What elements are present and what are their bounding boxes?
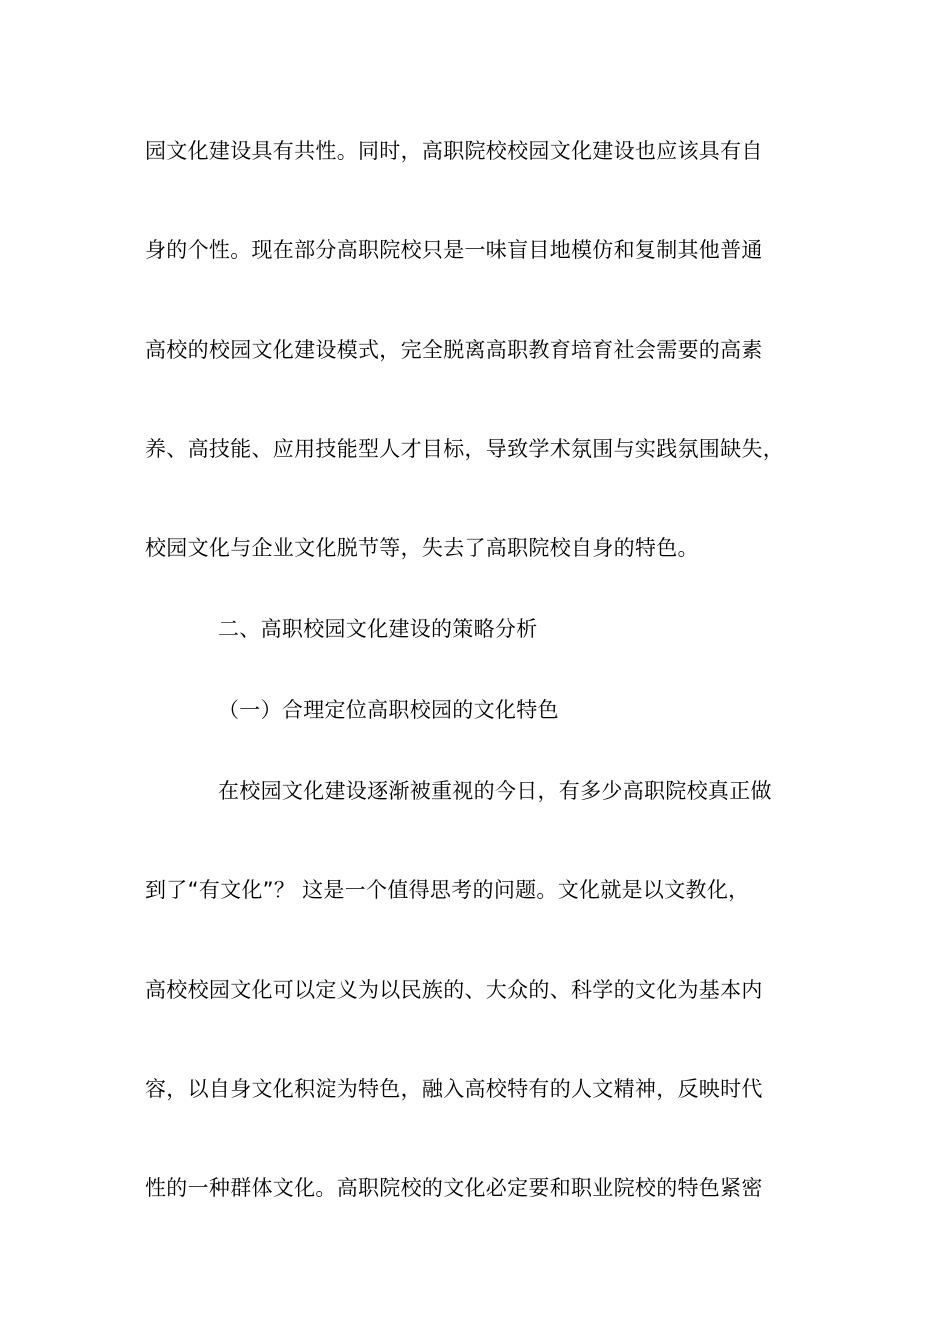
paragraph-line-5: 性的一种群体文化。高职院校的文化必定要和职业院校的特色紧密 — [145, 1176, 763, 1200]
paragraph-line-4: 容，以自身文化积淀为特色，融入高校特有的人文精神，反映时代 — [145, 1077, 763, 1101]
paragraph-line-3: 高校校园文化可以定义为以民族的、大众的、科学的文化为基本内 — [145, 978, 763, 1002]
body-text-line-1: 园文化建设具有共性。同时，高职院校校园文化建设也应该具有自 — [145, 139, 763, 163]
paragraph-line-2: 到了“有文化”？ 这是一个值得思考的问题。文化就是以文教化， — [145, 878, 750, 902]
body-text-line-2: 身的个性。现在部分高职院校只是一味盲目地模仿和复制其他普通 — [145, 238, 763, 262]
subsection-heading: （一）合理定位高职校园的文化特色 — [218, 698, 559, 722]
paragraph-line-1: 在校园文化建设逐渐被重视的今日，有多少高职院校真正做 — [218, 779, 772, 803]
body-text-line-3: 高校的校园文化建设模式，完全脱离高职教育培育社会需要的高素 — [145, 338, 763, 362]
body-text-line-5: 校园文化与企业文化脱节等，失去了高职院校自身的特色。 — [145, 536, 699, 560]
section-heading: 二、高职校园文化建设的策略分析 — [218, 617, 538, 641]
body-text-line-4: 养、高技能、应用技能型人才目标，导致学术氛围与实践氛围缺失， — [145, 437, 784, 461]
